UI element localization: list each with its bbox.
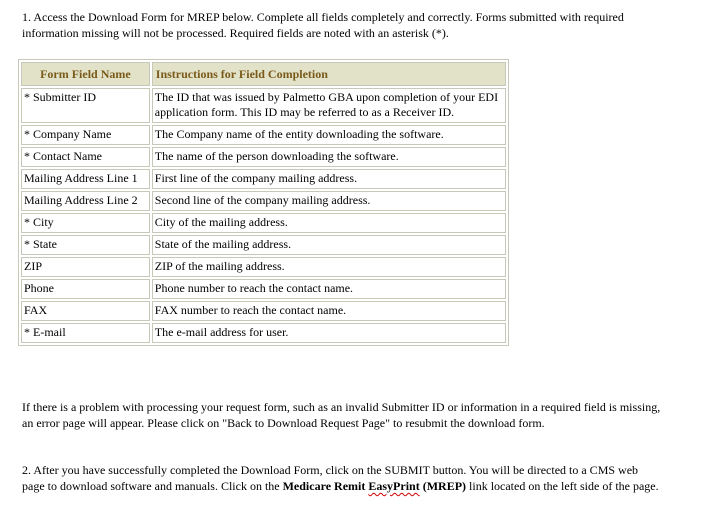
step2-text-after: link located on the left side of the page. — [466, 479, 659, 493]
table-row — [21, 323, 506, 343]
instruction-cell: The e-mail address for user. — [152, 323, 506, 343]
field-name-cell: * City — [21, 213, 150, 233]
table-row — [21, 301, 506, 321]
instruction-cell: Phone number to reach the contact name. — [152, 279, 506, 299]
mrep-link-part3: (MREP) — [419, 479, 467, 493]
header-instructions: Instructions for Field Completion — [152, 62, 506, 86]
instruction-cell: The name of the person downloading the software. — [152, 147, 506, 167]
table-row — [21, 125, 506, 145]
mrep-link-part2: EasyPrint — [368, 479, 420, 493]
field-name-cell: * Contact Name — [21, 147, 150, 167]
mrep-link-part1: Medicare Remit — [282, 479, 369, 493]
table-row — [21, 169, 506, 189]
field-name-cell: Mailing Address Line 1 — [21, 169, 150, 189]
problem-paragraph: If there is a problem with processing your request form, such as an invalid Submitter ID or information in a required field is missing, an error page will appear. Please click on "Back to Download Request Page" to resubmit the download form. — [22, 400, 661, 430]
header-form-field-name: Form Field Name — [21, 62, 150, 86]
instruction-cell: First line of the company mailing address. — [152, 169, 506, 189]
instruction-cell: State of the mailing address. — [152, 235, 506, 255]
field-name-cell: Phone — [21, 279, 150, 299]
table-row — [21, 235, 506, 255]
table-row — [21, 88, 506, 123]
field-name-cell: * State — [21, 235, 150, 255]
table-row — [21, 213, 506, 233]
instruction-cell: Second line of the company mailing address. — [152, 191, 506, 211]
instruction-cell: FAX number to reach the contact name. — [152, 301, 506, 321]
field-name-cell: * E-mail — [21, 323, 150, 343]
table-row — [21, 191, 506, 211]
step2-paragraph — [22, 462, 662, 494]
field-name-cell: Mailing Address Line 2 — [21, 191, 150, 211]
mrep-link-text — [283, 479, 466, 493]
field-name-cell: * Company Name — [21, 125, 150, 145]
intro-paragraph: 1. Access the Download Form for MREP below. Complete all fields completely and correctly. Forms submitted with required information missing will not be processed. Required fields are noted with an asterisk (*). — [22, 10, 624, 40]
field-name-cell: FAX — [21, 301, 150, 321]
table-row — [21, 147, 506, 167]
table-row — [21, 279, 506, 299]
step2-text-before: 2. After you have successfully completed the Download Form, click on the SUBMIT button. You will be directed to a CMS web page to download software and manuals. Click on the — [22, 463, 639, 493]
instruction-cell: The ID that was issued by Palmetto GBA upon completion of your EDI application form. This ID may be referred to as a Receiver ID. — [152, 88, 506, 123]
table-row — [21, 257, 506, 277]
table-header-row — [21, 62, 506, 86]
instruction-cell: ZIP of the mailing address. — [152, 257, 506, 277]
field-name-cell: * Submitter ID — [21, 88, 150, 123]
field-instructions-table — [18, 59, 509, 346]
instruction-cell: City of the mailing address. — [152, 213, 506, 233]
field-name-cell: ZIP — [21, 257, 150, 277]
instruction-cell: The Company name of the entity downloading the software. — [152, 125, 506, 145]
